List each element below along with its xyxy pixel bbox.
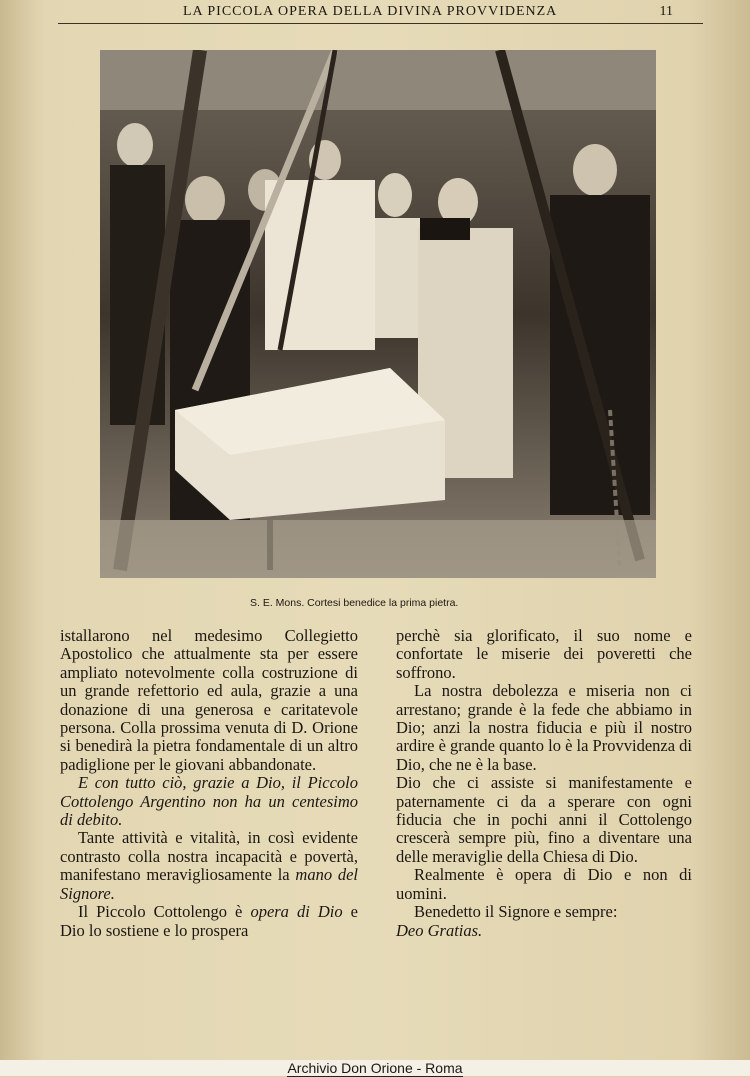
left-paragraph-4-text-b: e Dio lo sostiene e lo prospera	[60, 902, 358, 940]
photo-caption: S. E. Mons. Cortesi benedice la prima pietra.	[250, 597, 459, 609]
photo-illustration	[100, 50, 656, 578]
left-paragraph-2: E con tutto ciò, grazie a Dio, il Piccolo Cottolengo Argentino non ha un centesimo di debito.	[60, 773, 358, 830]
left-paragraph-4-text-a: Il Piccolo Cottolengo è	[78, 902, 251, 922]
right-paragraph-3: Dio che ci assiste si manifestamente e paternamente ci da a sperare con ogni fiducia che in pochi anni il Cottolengo crescerà sempre più, fino a diventare una delle meraviglie della Chiesa di Dio.	[396, 773, 692, 866]
right-paragraph-2: La nostra debolezza e miseria non ci arrestano; grande è la fede che abbiamo in Dio; anzi la nostra fiducia e più il nostro ardire è grande quanto lo è la Provvidenza di Dio, che ne è la base.	[396, 681, 692, 774]
right-paragraph-1: perchè sia glorificato, il suo nome e confortate le miserie dei poveretti che soffrono.	[396, 626, 692, 682]
blessing-photo	[100, 50, 656, 578]
left-paragraph-4-emphasis: opera di Dio	[250, 902, 343, 922]
running-title: LA PICCOLA OPERA DELLA DIVINA PROVVIDENZA	[183, 4, 558, 19]
right-paragraph-4: Realmente è opera di Dio e non di uomini.	[396, 865, 692, 903]
page-number: 11	[659, 4, 673, 19]
archive-footer	[0, 1060, 750, 1076]
left-column	[60, 627, 358, 940]
right-column	[396, 627, 692, 940]
right-paragraph-5: Benedetto il Signore e sempre:	[414, 902, 618, 922]
left-paragraph-3-text: Tante attività e vitalità, in così evidente contrasto colla nostra incapacità e povertà, manifestano meravigliosamente la	[60, 828, 358, 885]
archive-label: Archivio Don Orione - Roma	[287, 1060, 463, 1076]
right-paragraph-6: Deo Gratias.	[396, 920, 483, 940]
left-paragraph-1: istallarono nel medesimo Collegietto Apostolico che attualmente sta per essere ampliato notevolmente colla costruzione di un grande refettorio ed aula, grazie a una donazione di una generosa e caritatevole persona. Colla prossima venuta di D. Orione si benedirà la pietra fondamentale di un altro padiglione per le giovani abbandonate.	[60, 626, 358, 774]
left-paragraph-3	[60, 829, 358, 903]
left-paragraph-4	[60, 903, 358, 940]
left-paragraph-3-emphasis: mano del Signore.	[60, 865, 358, 903]
running-header	[58, 3, 703, 24]
